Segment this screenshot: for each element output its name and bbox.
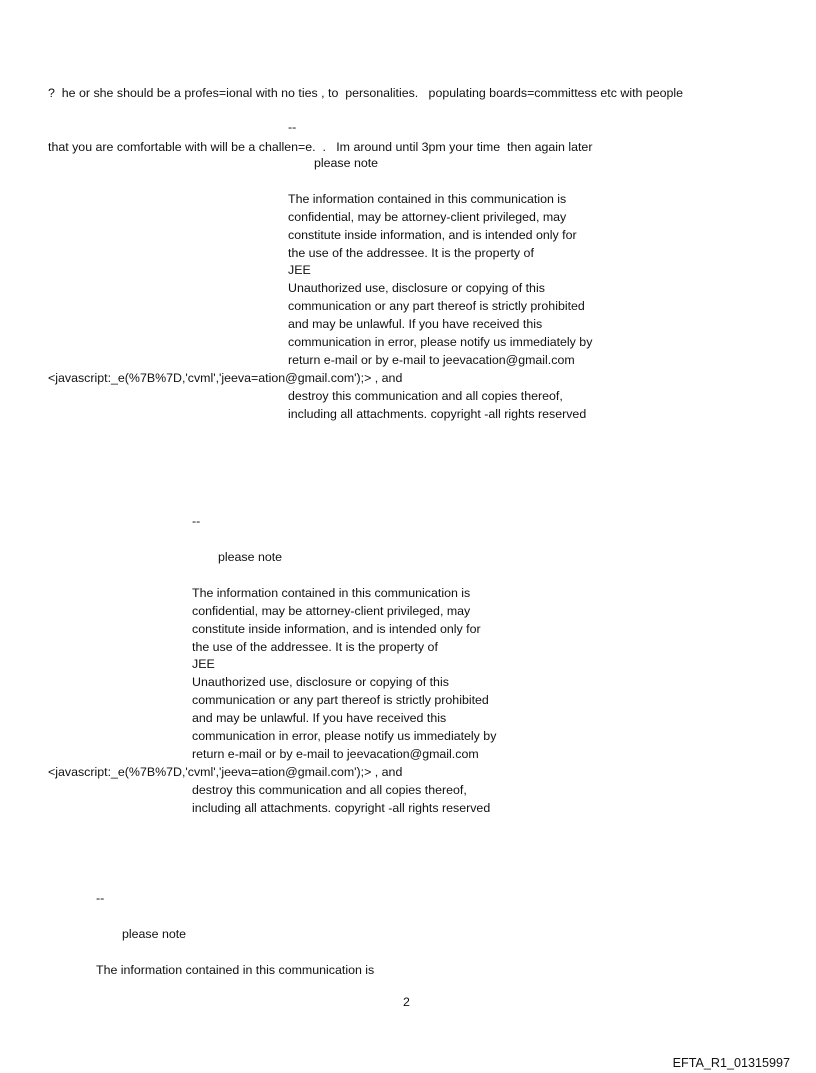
page-number: 2 bbox=[403, 995, 410, 1009]
disclaimer-line: including all attachments. copyright -all rights reserved bbox=[192, 800, 491, 815]
disclaimer-line: Unauthorized use, disclosure or copying of this bbox=[288, 281, 545, 296]
disclaimer-line: destroy this communication and all copies thereof, bbox=[192, 782, 467, 797]
signature-block-2 bbox=[48, 513, 497, 818]
bates-stamp: EFTA_R1_01315997 bbox=[672, 1056, 790, 1070]
signature-separator: -- bbox=[192, 514, 201, 528]
disclaimer-line: destroy this communication and all copies thereof, bbox=[288, 388, 563, 403]
please-note-heading: please note bbox=[314, 155, 379, 170]
disclaimer-line: communication or any part thereof is strictly prohibited bbox=[288, 299, 585, 314]
disclaimer-line: The information contained in this communication is bbox=[192, 585, 471, 600]
disclaimer-line: return e-mail or by e-mail to jeevacation@gmail.com bbox=[192, 746, 479, 761]
disclaimer-line: and may be unlawful. If you have received this bbox=[288, 317, 543, 332]
javascript-link-line: <javascript:_e(%7B%7D,'cvml','jeeva=ation@gmail.com');> , and bbox=[48, 370, 403, 385]
disclaimer-line: JEE bbox=[192, 657, 215, 672]
signature-block-1 bbox=[48, 119, 593, 424]
disclaimer-line: JEE bbox=[288, 263, 311, 278]
disclaimer-line: and may be unlawful. If you have received this bbox=[192, 711, 447, 726]
signature-separator: -- bbox=[288, 120, 297, 134]
disclaimer-line: including all attachments. copyright -all rights reserved bbox=[288, 406, 587, 421]
body-line: ? he or she should be a profes=ional with no ties , to personalities. populating boards=committess etc with people bbox=[48, 85, 684, 100]
disclaimer-line: communication in error, please notify us immediately by bbox=[288, 335, 593, 350]
body-line: that you are comfortable with will be a challen=e. . Im around until 3pm your time then again later bbox=[48, 139, 593, 154]
disclaimer-line: The information contained in this communication is bbox=[288, 191, 567, 206]
disclaimer-line: communication or any part thereof is strictly prohibited bbox=[192, 693, 489, 708]
please-note-heading: please note bbox=[218, 549, 283, 564]
disclaimer-line: communication in error, please notify us immediately by bbox=[192, 729, 497, 744]
please-note-heading: please note bbox=[122, 926, 187, 941]
disclaimer-line: Unauthorized use, disclosure or copying of this bbox=[192, 675, 449, 690]
disclaimer-line: the use of the addressee. It is the property of bbox=[288, 245, 534, 260]
signature-block-3 bbox=[96, 890, 374, 980]
disclaimer-line: the use of the addressee. It is the property of bbox=[192, 639, 438, 654]
disclaimer-line: constitute inside information, and is intended only for bbox=[192, 621, 481, 636]
javascript-link-line: <javascript:_e(%7B%7D,'cvml','jeeva=ation@gmail.com');> , and bbox=[48, 764, 403, 779]
signature-separator: -- bbox=[96, 891, 105, 905]
disclaimer-line: confidential, may be attorney-client privileged, may bbox=[192, 603, 471, 618]
disclaimer-line: confidential, may be attorney-client privileged, may bbox=[288, 209, 567, 224]
disclaimer-line: return e-mail or by e-mail to jeevacation@gmail.com bbox=[288, 352, 575, 367]
disclaimer-line: constitute inside information, and is intended only for bbox=[288, 227, 577, 242]
disclaimer-line: The information contained in this communication is bbox=[96, 962, 375, 977]
